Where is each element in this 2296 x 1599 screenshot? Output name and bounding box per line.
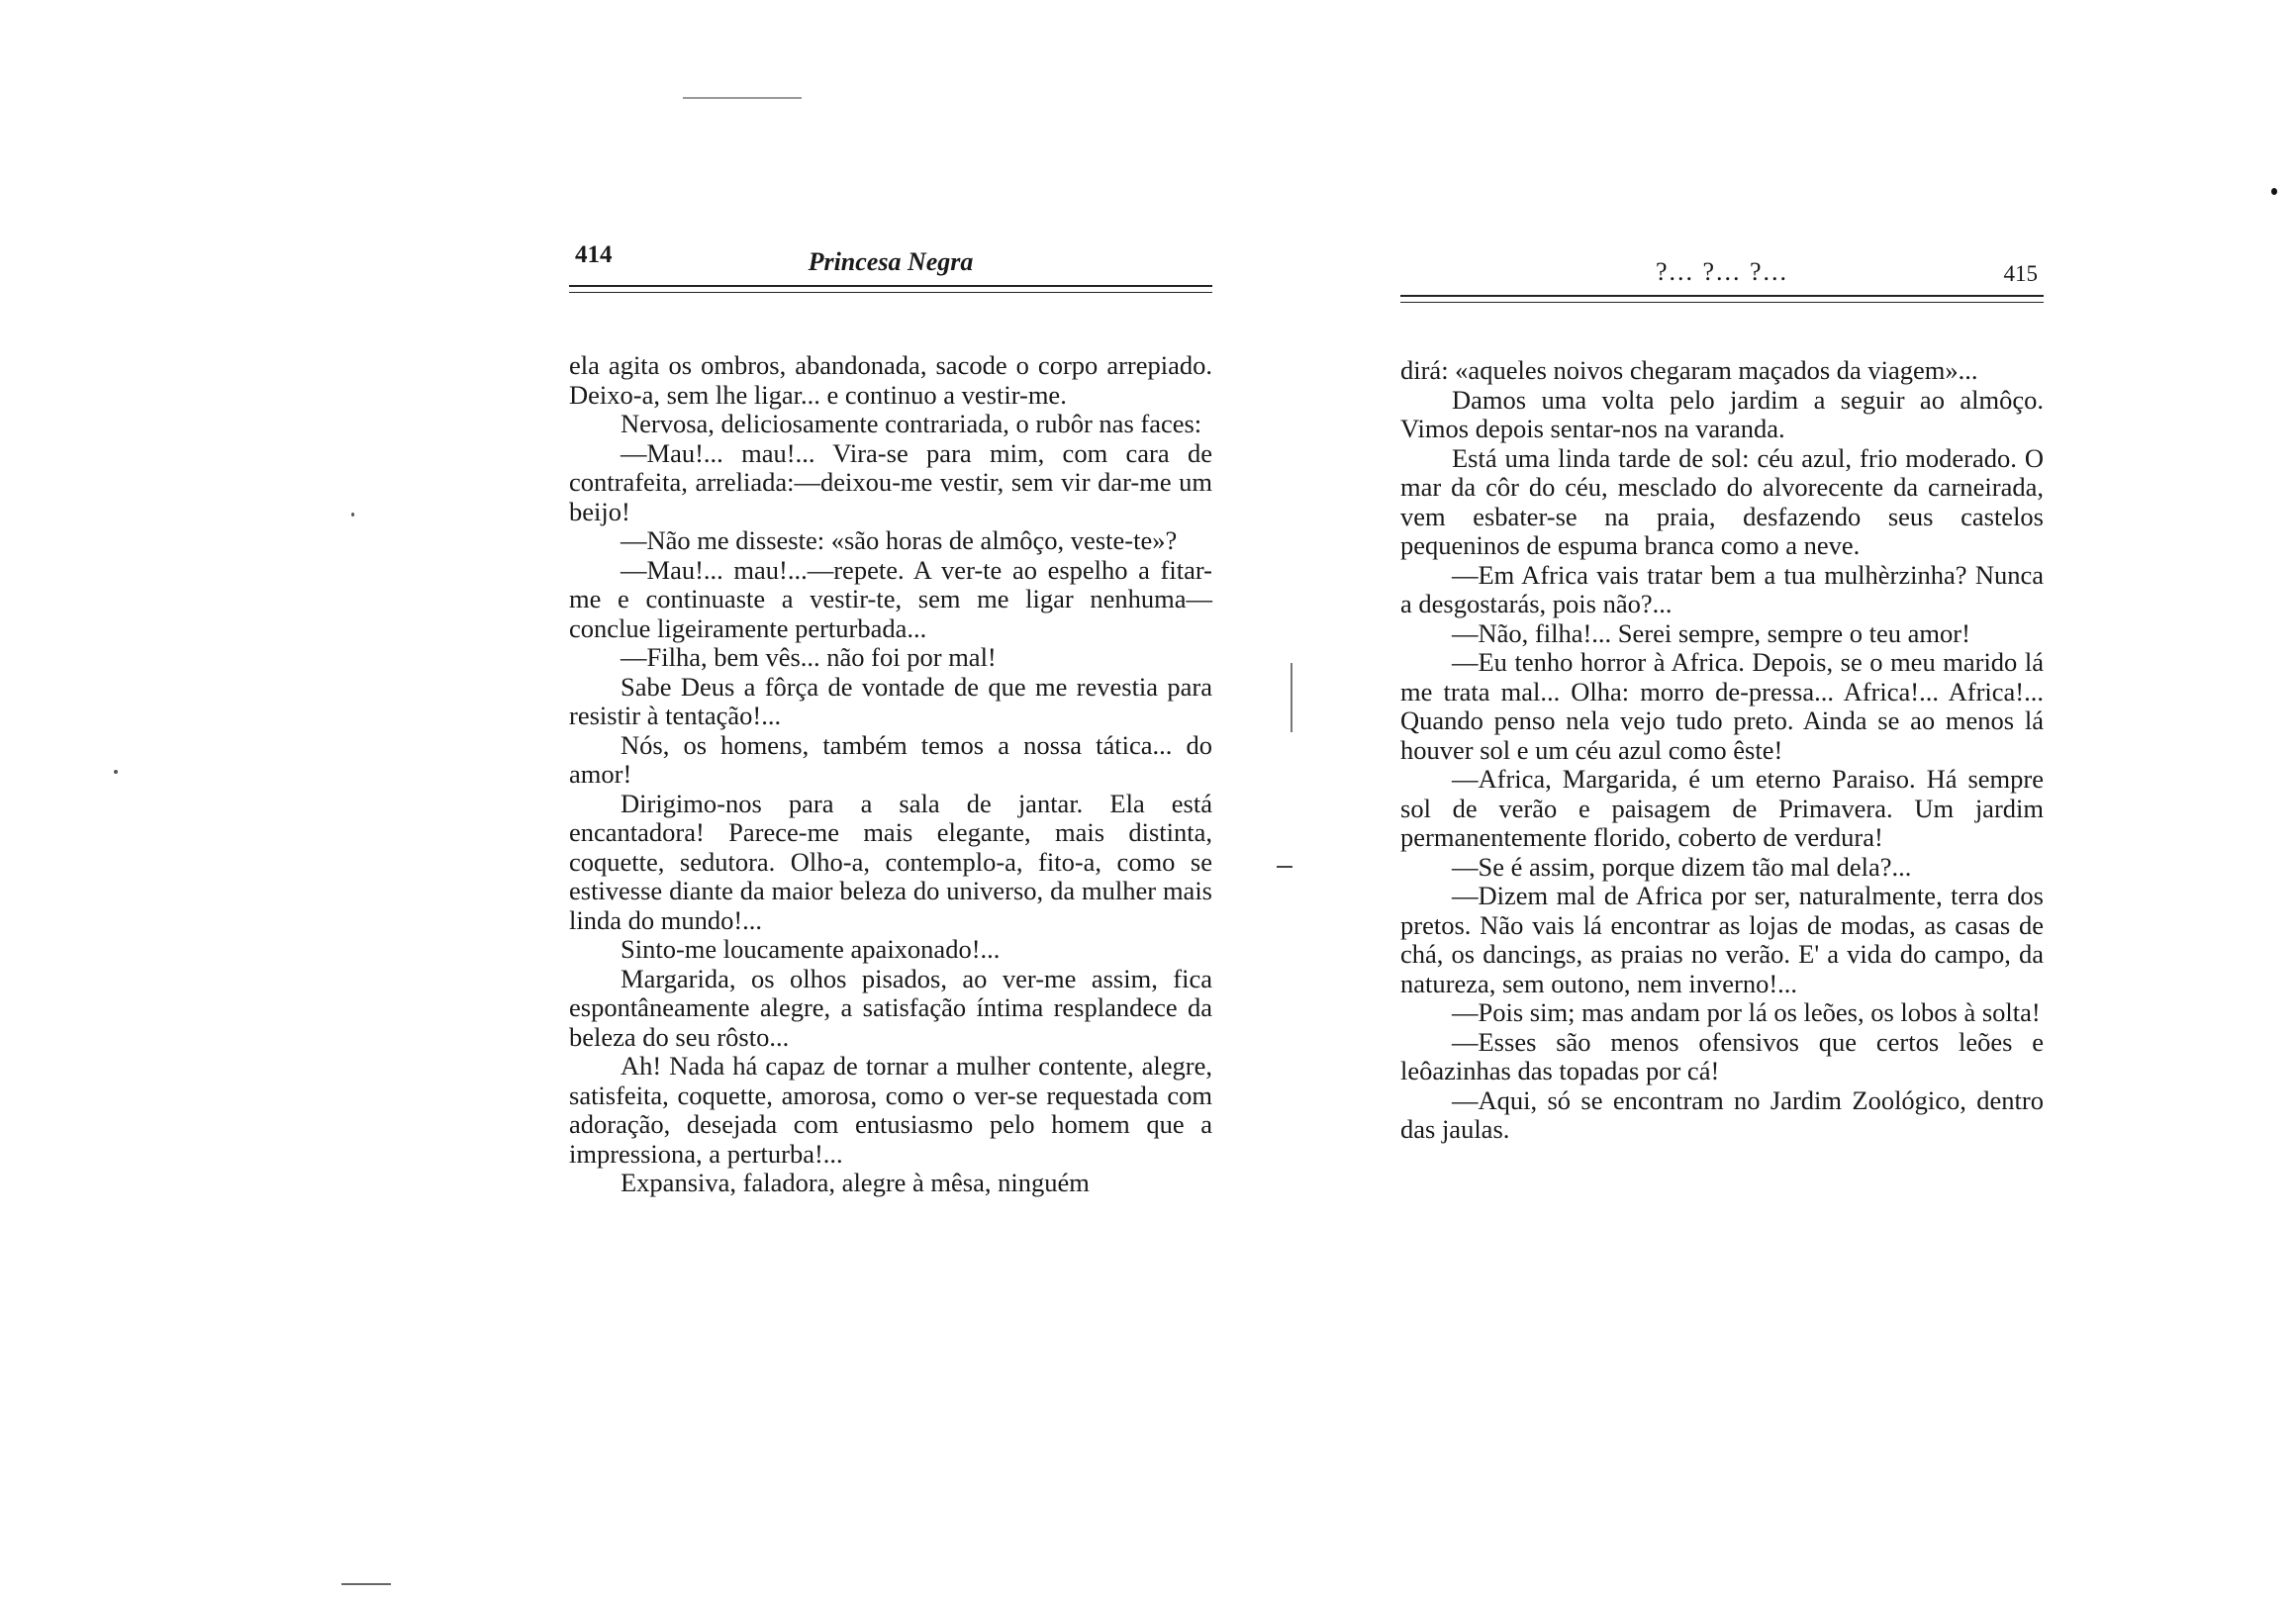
right-paragraph-7: —Africa, Margarida, é um eterno Paraiso. Há sempre sol de verão e paisagem de Primavera. Um jardim permanentemente florido, coberto de verdura! (1400, 764, 2044, 852)
left-header-rule (569, 285, 1212, 287)
left-header-rule-thin (569, 292, 1212, 293)
right-header-rule (1400, 295, 2044, 297)
gutter-mark (1277, 866, 1292, 868)
left-paragraph-6: —Filha, bem vês... não foi por mal! (621, 642, 997, 672)
left-paragraph-8: Nós, os homens, também temos a nossa tática... do amor! (569, 729, 1212, 789)
right-paragraph-10: —Pois sim; mas andam por lá os leões, os lobos à solta! (1452, 997, 2041, 1027)
left-paragraph-9: Dirigimo-nos para a sala de jantar. Ela está encantadora! Parece-me mais elegante, mais distinta, coquette, sedutora. Olho-a, contemplo-a, fito-a, como se estivesse diante da maior beleza do universo, da mulher mais linda do mundo!... (569, 788, 1212, 935)
right-paragraph-12: —Aqui, só se encontram no Jardim Zoológico, dentro das jaulas. (1400, 1084, 2044, 1144)
right-paragraph-6: —Eu tenho horror à Africa. Depois, se o meu marido lá me trata mal... Olha: morro de-pressa... Africa!... Africa!... Quando penso nela vejo tudo preto. Ainda se ao menos lá houver sol e um céu azul como êste! (1400, 647, 2044, 765)
scan-speck (114, 770, 118, 774)
right-body-text (1400, 356, 2044, 1145)
left-paragraph-1: ela agita os ombros, abandonada, sacode o corpo arrepiado. Deixo-a, sem lhe ligar... e continuo a vestir-me. (569, 350, 1212, 410)
right-paragraph-4: —Em Africa vais tratar bem a tua mulhèrzinha? Nunca a desgostarás, pois não?... (1400, 559, 2044, 618)
scan-dash (683, 97, 802, 99)
gutter-mark (1291, 663, 1292, 732)
right-paragraph-5: —Não, filha!... Serei sempre, sempre o teu amor! (1452, 617, 1970, 648)
left-body-text (569, 351, 1212, 1198)
left-paragraph-11: Margarida, os olhos pisados, ao ver-me assim, fica espontâneamente alegre, a satisfação íntima resplandece da beleza do seu rôsto... (569, 963, 1212, 1052)
left-paragraph-10: Sinto-me loucamente apaixonado!... (621, 934, 1001, 964)
right-paragraph-9: —Dizem mal de Africa por ser, naturalmente, terra dos pretos. Não vais lá encontrar as lojas de modas, as casas de chá, os dancings, as praias no verão. E' a vida do campo, da natureza, sem outono, nem inverno!... (1400, 881, 2044, 998)
right-header-rule-thin (1400, 302, 2044, 303)
right-paragraph-1: dirá: «aqueles noivos chegaram maçados da viagem»... (1400, 355, 1978, 385)
left-paragraph-5: —Mau!... mau!...—repete. A ver-te ao espelho a fitar-me e continuaste a vestir-te, sem me ligar nenhuma—conclue ligeiramente perturbada... (569, 554, 1212, 643)
left-page-number: 414 (575, 241, 613, 268)
left-running-head (569, 241, 1212, 281)
left-paragraph-4: —Não me disseste: «são horas de almôço, veste-te»? (621, 525, 1178, 555)
left-paragraph-2: Nervosa, deliciosamente contrariada, o rubôr nas faces: (621, 409, 1202, 438)
right-paragraph-2: Damos uma volta pelo jardim a seguir ao almôço. Vimos depois sentar-nos na varanda. (1400, 384, 2044, 443)
left-running-title: Princesa Negra (808, 247, 974, 276)
left-paragraph-13: Expansiva, faladora, alegre à mêsa, ninguém (621, 1168, 1090, 1197)
right-paragraph-3: Está uma linda tarde de sol: céu azul, frio moderado. O mar da côr do céu, mesclado do alvorecente da carneirada, vem esbater-se na praia, desfazendo seus castelos pequeninos de espuma branca como a neve. (1400, 442, 2044, 560)
scan-speck (351, 513, 354, 517)
right-running-title: ?... ?... ?... (1655, 257, 1789, 286)
scan-speck (2271, 188, 2277, 195)
scan-dash (341, 1583, 391, 1585)
right-paragraph-8: —Se é assim, porque dizem tão mal dela?... (1452, 851, 1912, 882)
left-paragraph-7: Sabe Deus a fôrça de vontade de que me revestia para resistir à tentação!... (569, 671, 1212, 730)
left-paragraph-12: Ah! Nada há capaz de tornar a mulher contente, alegre, satisfeita, coquette, amorosa, como o ver-se requestada com adoração, desejada com entusiasmo pelo homem que a impressiona, a perturba!... (569, 1051, 1212, 1169)
right-paragraph-11: —Esses são menos ofensivos que certos leões e leôazinhas das topadas por cá! (1400, 1026, 2044, 1085)
right-page-number: 415 (2003, 261, 2038, 286)
right-running-head (1400, 241, 2044, 286)
left-paragraph-3: —Mau!... mau!... Vira-se para mim, com cara de contrafeita, arreliada:—deixou-me vestir, sem vir dar-me um beijo! (569, 437, 1212, 526)
